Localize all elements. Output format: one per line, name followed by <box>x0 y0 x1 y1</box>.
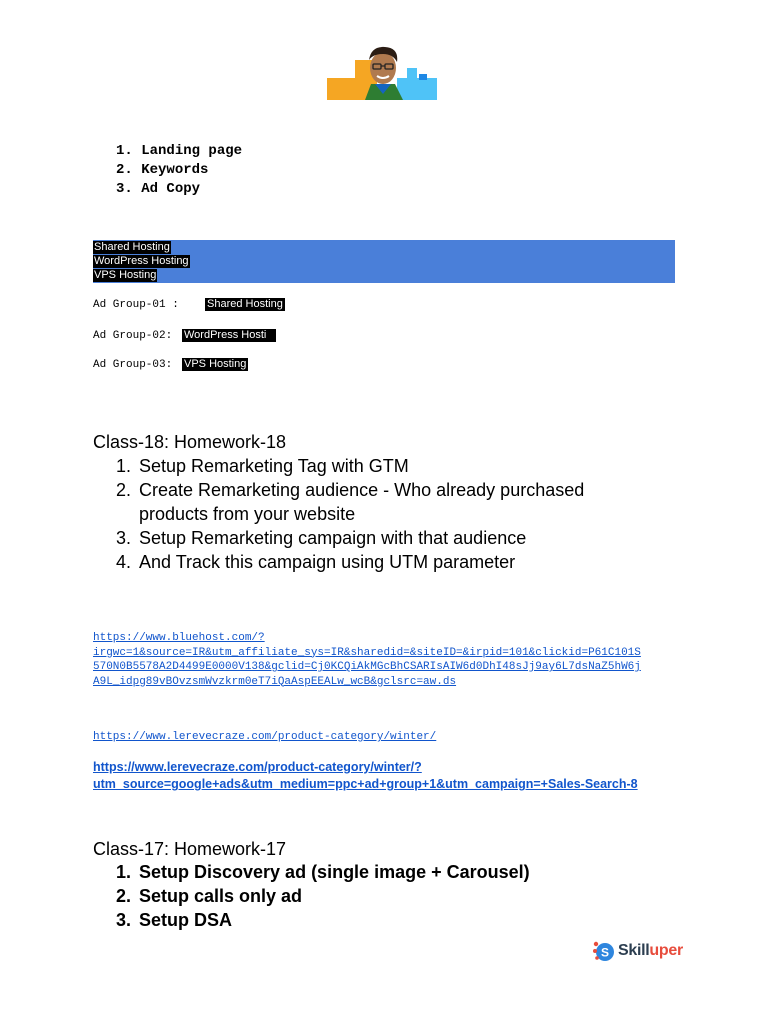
list-item: 1. Setup Remarketing Tag with GTM <box>116 456 409 476</box>
list-item: 2. Setup calls only ad <box>116 886 303 906</box>
lerevecraze-link[interactable]: https://www.lerevecraze.com/product-category/winter/ <box>93 731 437 743</box>
ad-group-02-label: Ad Group-02: <box>93 330 173 342</box>
skilluper-logo-icon <box>592 939 614 963</box>
skilluper-brand <box>592 938 683 964</box>
class-18-title: Class-18: Homework-18 <box>93 432 287 452</box>
ad-group-01-tag: Shared Hosting <box>207 298 283 310</box>
ad-group-03-label: Ad Group-03: <box>93 359 173 371</box>
list-item: 3. Setup Remarketing campaign with that audience <box>116 528 527 548</box>
svg-text:S: S <box>600 945 610 960</box>
bluehost-link[interactable]: https://www.bluehost.com/? irgwc=1&source=IR&utm_affiliate_sys=IR&sharedid=&siteID=&irpid=101&clickid=P61C101S 570N0B5578A2D4499E0000V138&gclid=Cj0KCQiAkMGcBhCSARIsAIW6d0DhI48sJj9ay6L7dsNaZ5hW6j A9L_idpg89vBOvzsmWvzkrm0eT7iQaAspEEALw_wcB&gclsrc=aw.ds <box>93 632 641 688</box>
ad-group-01-label: Ad Group-01 : <box>93 299 179 311</box>
ad-group-02-tag: WordPress Hosti <box>182 329 276 342</box>
band-line-shared-hosting: Shared Hosting <box>94 241 170 253</box>
band-line-vps-hosting: VPS Hosting <box>94 269 157 281</box>
list-item-continuation: products from your website <box>139 504 356 524</box>
list-item: 3. Ad Copy <box>116 181 201 197</box>
top-numbered-list <box>116 142 242 199</box>
list-item: 2. Create Remarketing audience - Who already purchased <box>116 480 585 500</box>
list-item: 2. Keywords <box>116 162 209 178</box>
class-17-list <box>116 860 530 932</box>
ad-group-03-tag: VPS Hosting <box>184 358 247 370</box>
class-17-title: Class-17: Homework-17 <box>93 839 287 859</box>
list-item: 3. Setup DSA <box>116 910 233 930</box>
list-item: 1. Landing page <box>116 143 243 159</box>
header-portrait-logo <box>327 44 437 100</box>
list-item: 1. Setup Discovery ad (single image + Carousel) <box>116 862 530 882</box>
utm-campaign-link[interactable]: https://www.lerevecraze.com/product-category/winter/? utm_source=google+ads&utm_medium=ppc+ad+group+1&utm_campaign=+Sales-Search-8 <box>93 760 638 791</box>
brand-name: Skilluper <box>618 942 683 959</box>
band-line-wordpress-hosting: WordPress Hosting <box>94 255 189 267</box>
list-item: 4. And Track this campaign using UTM parameter <box>116 552 516 572</box>
class-18-list <box>116 454 584 574</box>
